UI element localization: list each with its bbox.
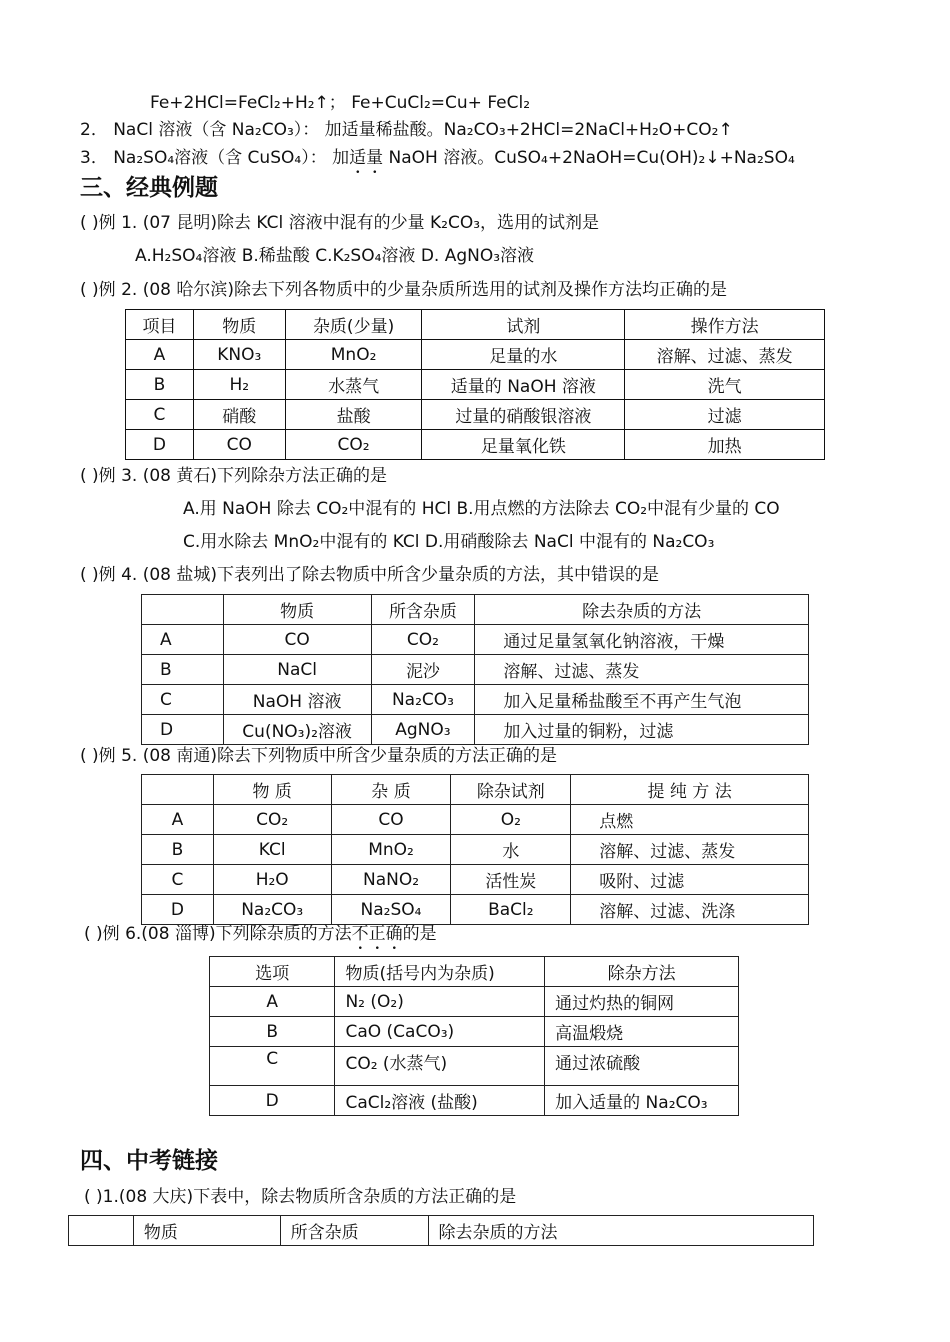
table-header-cell: 试剂	[422, 310, 625, 340]
example-6-question-a: ( )例 6.(08 淄博)下列除杂质的方法	[84, 924, 352, 944]
table-cell: 高温煅烧	[545, 1017, 739, 1047]
table-cell: A	[210, 987, 335, 1017]
table-cell: 溶解、过滤、蒸发	[571, 835, 809, 865]
question-1: ( )1.(08 大庆)下表中，除去物质所含杂质的方法正确的是	[84, 1187, 517, 1207]
table-cell: 过滤	[625, 400, 825, 430]
table-header-row	[142, 775, 809, 805]
table-row	[142, 805, 809, 835]
table-cell: D	[142, 895, 214, 925]
section-title-4: 四、中考链接	[80, 1148, 218, 1174]
table-cell: 盐酸	[285, 400, 422, 430]
table-cell: B	[142, 655, 224, 685]
table-cell: CO	[331, 805, 451, 835]
table-header-cell: 除杂试剂	[451, 775, 571, 805]
example-4-question: ( )例 4. (08 盐城)下表列出了除去物质中所含少量杂质的方法，其中错误的是	[80, 565, 659, 585]
example-6-table	[209, 956, 739, 1116]
table-cell: 泥沙	[371, 655, 475, 685]
table-header-cell: 物 质	[213, 775, 331, 805]
table-cell: 吸附、过滤	[571, 865, 809, 895]
table-row	[126, 340, 825, 370]
reaction-line-3-a: 3． Na₂SO₄溶液（含 CuSO₄）： 加	[80, 148, 350, 168]
table-header-cell: 杂质(少量)	[285, 310, 422, 340]
table-header-row	[142, 595, 809, 625]
table-cell: NaOH 溶液	[223, 685, 371, 715]
table-header-cell: 所含杂质	[280, 1216, 428, 1246]
table-cell: CO	[223, 625, 371, 655]
example-5-table	[141, 774, 809, 925]
table-header-cell: 物质	[133, 1216, 280, 1246]
table-cell: A	[142, 625, 224, 655]
table-cell: 适量的 NaOH 溶液	[422, 370, 625, 400]
table-cell: Na₂CO₃	[371, 685, 475, 715]
example-2-table	[125, 309, 825, 460]
table-cell: MnO₂	[331, 835, 451, 865]
table-cell: Cu(NO₃)₂溶液	[223, 715, 371, 745]
table-cell: 水	[451, 835, 571, 865]
table-cell: 加入适量的 Na₂CO₃	[545, 1086, 739, 1116]
table-header-cell: 项目	[126, 310, 194, 340]
table-cell: N₂ (O₂)	[335, 987, 545, 1017]
table-cell: CaCl₂溶液 (盐酸)	[335, 1086, 545, 1116]
table-row	[142, 895, 809, 925]
example-2-question: ( )例 2. (08 哈尔滨)除去下列各物质中的少量杂质所选用的试剂及操作方法均正确的是	[80, 280, 727, 300]
table-header-cell: 物质(括号内为杂质)	[335, 957, 545, 987]
table-header-cell: 除杂方法	[545, 957, 739, 987]
table-cell: 水蒸气	[285, 370, 422, 400]
table-cell: Na₂CO₃	[213, 895, 331, 925]
table-cell: Na₂SO₄	[331, 895, 451, 925]
table-row	[210, 1086, 739, 1116]
table-cell: C	[142, 865, 214, 895]
table-cell: NaNO₂	[331, 865, 451, 895]
reaction-line-3-b: NaOH 溶液。CuSO₄+2NaOH=Cu(OH)₂↓+Na₂SO₄	[383, 148, 795, 168]
table-cell: AgNO₃	[371, 715, 475, 745]
example-5-question: ( )例 5. (08 南通)除去下列物质中所含少量杂质的方法正确的是	[80, 746, 557, 766]
table-cell: CaO (CaCO₃)	[335, 1017, 545, 1047]
table-cell: 溶解、过滤、蒸发	[475, 655, 809, 685]
table-header-cell: 除去杂质的方法	[428, 1216, 813, 1246]
table-header-cell: 选项	[210, 957, 335, 987]
table-header-row	[126, 310, 825, 340]
table-cell: CO₂	[371, 625, 475, 655]
table-row	[142, 625, 809, 655]
table-cell: C	[210, 1047, 335, 1086]
table-cell: 通过足量氢氧化钠溶液，干燥	[475, 625, 809, 655]
table-row	[126, 370, 825, 400]
table-cell: 通过浓硫酸	[545, 1047, 739, 1086]
example-6-question	[84, 923, 437, 954]
table-row	[210, 1047, 739, 1086]
table-cell: CO	[193, 430, 285, 460]
example-1-options: A.H₂SO₄溶液 B.稀盐酸 C.K₂SO₄溶液 D. AgNO₃溶液	[135, 246, 535, 266]
table-cell: 加热	[625, 430, 825, 460]
table-cell: KCl	[213, 835, 331, 865]
table-cell: 过量的硝酸银溶液	[422, 400, 625, 430]
table-cell: MnO₂	[285, 340, 422, 370]
table-cell: BaCl₂	[451, 895, 571, 925]
table-row	[142, 865, 809, 895]
table-row	[142, 715, 809, 745]
table-row	[126, 400, 825, 430]
table-cell: D	[210, 1086, 335, 1116]
table-cell: D	[126, 430, 194, 460]
table-header-cell: 物质	[193, 310, 285, 340]
table-cell: C	[142, 685, 224, 715]
table-cell: 溶解、过滤、洗涤	[571, 895, 809, 925]
table-row	[126, 430, 825, 460]
example-3-options-cd: C.用水除去 MnO₂中混有的 KCl D.用硝酸除去 NaCl 中混有的 Na₂CO₃	[183, 532, 715, 552]
table-cell: D	[142, 715, 224, 745]
table-row	[142, 655, 809, 685]
example-6-question-b: 的是	[402, 924, 437, 944]
table-cell: A	[142, 805, 214, 835]
table-cell: A	[126, 340, 194, 370]
emphasis-text: 适量	[349, 148, 384, 168]
table-cell: C	[126, 400, 194, 430]
table-cell: 通过灼热的铜网	[545, 987, 739, 1017]
table-header-cell: 杂 质	[331, 775, 451, 805]
table-cell: H₂	[193, 370, 285, 400]
example-4-table	[141, 594, 809, 745]
table-cell: 溶解、过滤、蒸发	[625, 340, 825, 370]
example-1-question: ( )例 1. (07 昆明)除去 KCl 溶液中混有的少量 K₂CO₃，选用的试剂是	[80, 213, 600, 233]
table-cell: CO₂	[213, 805, 331, 835]
table-header-cell: 除去杂质的方法	[475, 595, 809, 625]
table-row	[142, 835, 809, 865]
table-cell: CO₂	[285, 430, 422, 460]
table-header-row	[210, 957, 739, 987]
table-header-cell	[69, 1216, 134, 1246]
table-row	[142, 685, 809, 715]
table-cell: B	[210, 1017, 335, 1047]
table-cell: B	[126, 370, 194, 400]
table-cell: B	[142, 835, 214, 865]
emphasis-text: 不正确	[351, 924, 403, 944]
table-cell: KNO₃	[193, 340, 285, 370]
table-cell: CO₂ (水蒸气)	[335, 1047, 545, 1086]
section-title-3: 三、经典例题	[80, 175, 218, 201]
table-header-cell	[142, 775, 214, 805]
table-header-cell: 所含杂质	[371, 595, 475, 625]
table-cell: 点燃	[571, 805, 809, 835]
example-3-options-ab: A.用 NaOH 除去 CO₂中混有的 HCl B.用点燃的方法除去 CO₂中混有少量的 CO	[183, 499, 780, 519]
reaction-line-1: Fe+2HCl=FeCl₂+H₂↑； Fe+CuCl₂=Cu+ FeCl₂	[150, 93, 531, 113]
table-row	[210, 1017, 739, 1047]
example-3-question: ( )例 3. (08 黄石)下列除杂方法正确的是	[80, 466, 387, 486]
table-header-cell: 物质	[223, 595, 371, 625]
table-cell: 加入足量稀盐酸至不再产生气泡	[475, 685, 809, 715]
table-cell: 活性炭	[451, 865, 571, 895]
table-cell: 洗气	[625, 370, 825, 400]
table-cell: H₂O	[213, 865, 331, 895]
table-cell: O₂	[451, 805, 571, 835]
table-cell: 硝酸	[193, 400, 285, 430]
table-header-row	[69, 1216, 814, 1246]
table-cell: 足量的水	[422, 340, 625, 370]
table-header-cell: 提 纯 方 法	[571, 775, 809, 805]
table-cell: 足量氧化铁	[422, 430, 625, 460]
table-header-cell	[142, 595, 224, 625]
table-cell: NaCl	[223, 655, 371, 685]
table-row	[210, 987, 739, 1017]
reaction-line-2: 2． NaCl 溶液（含 Na₂CO₃）： 加适量稀盐酸。Na₂CO₃+2HCl=2NaCl+H₂O+CO₂↑	[80, 120, 733, 140]
table-cell: 加入过量的铜粉，过滤	[475, 715, 809, 745]
table-header-cell: 操作方法	[625, 310, 825, 340]
question-1-table	[68, 1215, 814, 1246]
